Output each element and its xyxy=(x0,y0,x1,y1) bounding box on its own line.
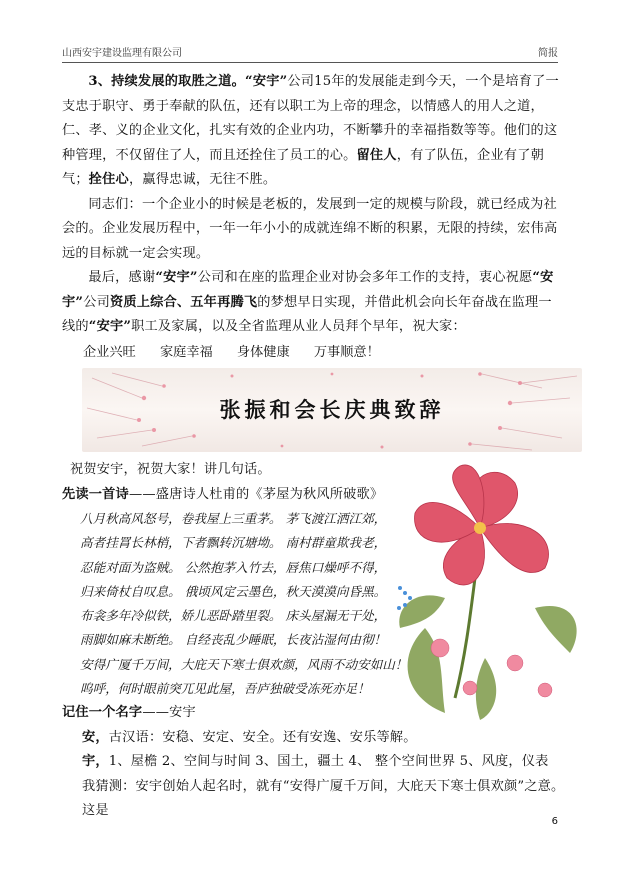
an-definition: 安，古汉语：安稳、安定、安全。还有安逸、安乐等解。 xyxy=(82,729,417,745)
leaf-shapes xyxy=(399,595,576,720)
wish-item: 企业兴旺 xyxy=(83,344,136,360)
hibiscus-flower-illustration xyxy=(385,458,585,723)
poem-line: 高者挂罥长林梢，下者飘转沉塘坳。 南村群童欺我老， xyxy=(80,535,387,551)
poem-line: 八月秋高风怒号，卷我屋上三重茅。 茅飞渡江洒江郊， xyxy=(80,511,387,526)
wish-item: 万事顺意！ xyxy=(313,344,380,360)
stem xyxy=(455,578,475,698)
title-banner xyxy=(82,368,582,452)
company-name: 山西安宇建设监理有限公司 xyxy=(62,48,182,59)
paragraph-3: 最后，感谢“安宇”公司和在座的监理企业对协会多年工作的支持，衷心祝愿“安宇”公司资质上综合、五年再腾飞的梦想早日实现，并借此机会向长年奋战在监理一线的“安宇”职工及家属，以及全省监理从业人员拜个早年，祝大家： xyxy=(62,270,554,334)
poem-line: 归来倚杖自叹息。 俄顷风定云墨色，秋天漠漠向昏黑。 xyxy=(80,583,387,599)
poem-line: 布衾多年冷似铁，娇儿恶卧踏里裂。 床头屋漏无干处， xyxy=(80,608,387,624)
banner-title: 张振和会长庆典致辞 xyxy=(219,398,445,422)
guess-line: 我猜测：安宇创始人起名时，就有“安得广厦千万间，大庇天下寒士俱欢颜”之意。这是 xyxy=(82,778,565,819)
flower-center xyxy=(474,522,486,534)
wish-item: 身体健康 xyxy=(236,344,290,360)
poem-line: 安得广厦千万间，大庇天下寒士俱欢颜，风雨不动安如山！ xyxy=(80,656,408,672)
poem-intro: 先读一首诗——盛唐诗人杜甫的《茅屋为秋风所破歌》 xyxy=(62,486,384,502)
poem-line: 呜呼，何时眼前突兀见此屋，吾庐独破受冻死亦足！ xyxy=(80,681,370,697)
poem-line: 雨脚如麻未断绝。 自经丧乱少睡眠，长夜沾湿何由彻！ xyxy=(80,632,387,648)
wish-item: 家庭幸福 xyxy=(159,344,213,360)
wishes-line xyxy=(62,340,562,365)
page-header xyxy=(62,44,558,63)
main-body xyxy=(62,70,562,389)
paragraph-1: 3、持续发展的取胜之道。“安宇”公司15年的发展能走到今天，一个是培育了一支忠于职守、勇于奉献的队伍，还有以职工为上帝的理念，以情感人的用人之道，仁、孝、义的企业文化，扎实有效的企业内功，不断攀升的幸福指数等等。他们的这种管理，不仅留住了人，而且还拴住了员工的心。留住人，有了队伍，企业有了朝气；拴住心，赢得忠诚，无往不胜。 xyxy=(62,74,559,187)
paragraph-2: 同志们：一个企业小的时候是老板的，发展到一定的规模与阶段，就已经成为社会的。企业发展历程中，一年一年小小的成就连绵不断的积累，无限的持续，宏伟高远的目标就一定会实现。 xyxy=(62,196,558,261)
greeting: 祝贺安宇，祝贺大家！讲几句话。 xyxy=(70,462,271,477)
name-heading: 记住一个名字——安宇 xyxy=(62,705,196,721)
poem-line: 忍能对面为盗贼。 公然抱茅入竹去，唇焦口燥呼不得， xyxy=(80,559,387,575)
yu-definition: 宇，1、屋檐 2、空间与时间 3、国土，疆土 4、 整个空间世界 5、风度，仪表 xyxy=(82,754,549,770)
page-number: 6 xyxy=(551,816,558,827)
doc-type: 简报 xyxy=(538,48,558,59)
